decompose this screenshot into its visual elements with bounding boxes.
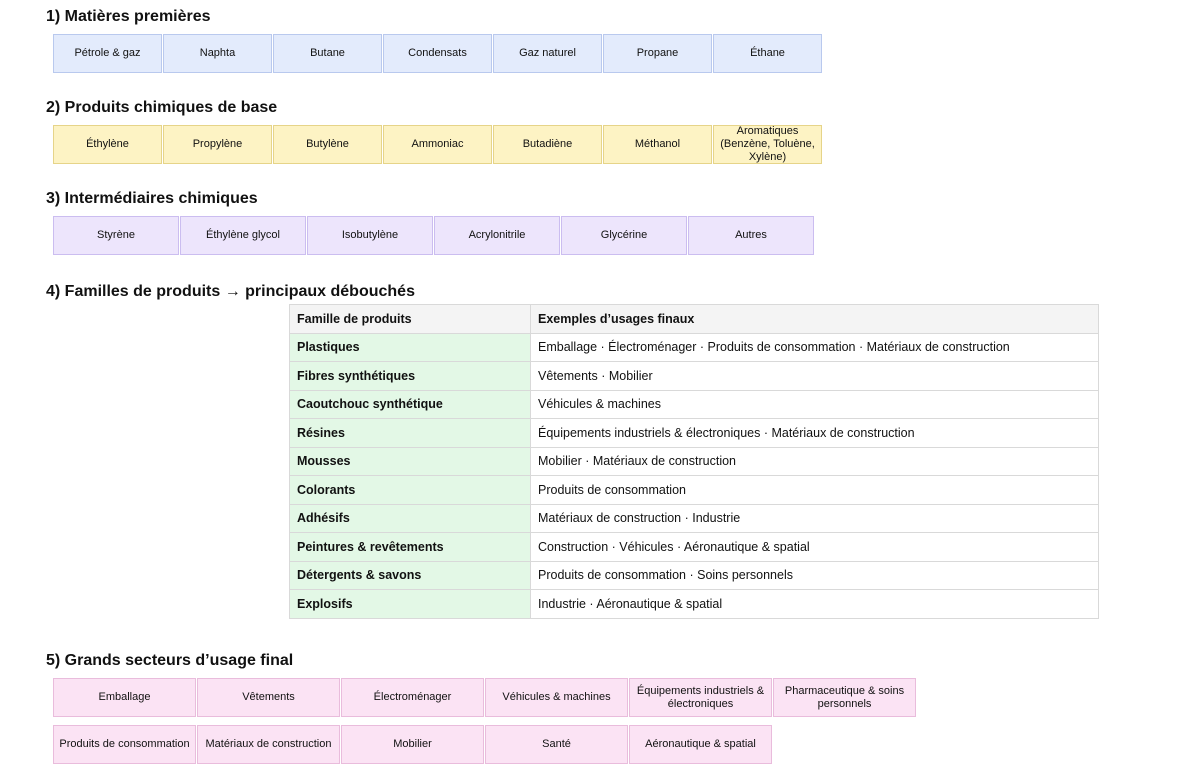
section-title-raw-materials: 1) Matières premières <box>46 8 211 25</box>
sector-box: Matériaux de construction <box>197 725 340 764</box>
section-title-intermediates: 3) Intermédiaires chimiques <box>46 190 258 207</box>
base-chemical-box: Éthylène <box>53 125 162 164</box>
family-cell: Adhésifs <box>290 504 531 533</box>
column-header-family: Famille de produits <box>290 305 531 334</box>
table-row <box>290 362 1099 391</box>
family-cell: Colorants <box>290 476 531 505</box>
sector-box: Équipements industriels & électroniques <box>629 678 772 717</box>
family-cell: Peintures & revêtements <box>290 533 531 562</box>
raw-materials-row <box>53 34 823 73</box>
raw-material-box: Naphta <box>163 34 272 73</box>
uses-cell: Industrie · Aéronautique & spatial <box>531 590 1099 619</box>
sector-box: Pharmaceutique & soins personnels <box>773 678 916 717</box>
table-row <box>290 504 1099 533</box>
family-cell: Mousses <box>290 447 531 476</box>
table-row <box>290 561 1099 590</box>
family-cell: Caoutchouc synthétique <box>290 390 531 419</box>
base-chemical-box: Butadiène <box>493 125 602 164</box>
family-cell: Plastiques <box>290 333 531 362</box>
uses-cell: Emballage · Électroménager · Produits de consommation · Matériaux de construction <box>531 333 1099 362</box>
sector-box: Véhicules & machines <box>485 678 628 717</box>
intermediate-box: Éthylène glycol <box>180 216 306 255</box>
intermediates-row <box>53 216 815 255</box>
sector-box: Vêtements <box>197 678 340 717</box>
sector-box: Électroménager <box>341 678 484 717</box>
end-sectors-row-1 <box>53 678 917 717</box>
section-title-base-chemicals: 2) Produits chimiques de base <box>46 99 278 116</box>
uses-cell: Mobilier · Matériaux de construction <box>531 447 1099 476</box>
sector-box: Produits de consommation <box>53 725 196 764</box>
family-cell: Explosifs <box>290 590 531 619</box>
raw-material-box: Gaz naturel <box>493 34 602 73</box>
end-sectors-row-2 <box>53 725 773 764</box>
family-cell: Fibres synthétiques <box>290 362 531 391</box>
uses-cell: Équipements industriels & électroniques · Matériaux de construction <box>531 419 1099 448</box>
base-chemicals-row <box>53 125 823 164</box>
intermediate-box: Styrène <box>53 216 179 255</box>
sector-box: Mobilier <box>341 725 484 764</box>
raw-material-box: Éthane <box>713 34 822 73</box>
uses-cell: Produits de consommation <box>531 476 1099 505</box>
raw-material-box: Condensats <box>383 34 492 73</box>
section-title-end-sectors: 5) Grands secteurs d’usage final <box>46 652 294 669</box>
table-row <box>290 533 1099 562</box>
table-row <box>290 333 1099 362</box>
raw-material-box: Pétrole & gaz <box>53 34 162 73</box>
table-row <box>290 476 1099 505</box>
raw-material-box: Propane <box>603 34 712 73</box>
sector-box: Emballage <box>53 678 196 717</box>
base-chemical-box: Ammoniac <box>383 125 492 164</box>
base-chemical-box: Aromatiques (Benzène, Toluène, Xylène) <box>713 125 822 164</box>
base-chemical-box: Butylène <box>273 125 382 164</box>
table-row <box>290 590 1099 619</box>
uses-cell: Matériaux de construction · Industrie <box>531 504 1099 533</box>
base-chemical-box: Propylène <box>163 125 272 164</box>
column-header-uses: Exemples d’usages finaux <box>531 305 1099 334</box>
table-row <box>290 447 1099 476</box>
sector-box: Santé <box>485 725 628 764</box>
family-cell: Résines <box>290 419 531 448</box>
uses-cell: Construction · Véhicules · Aéronautique & spatial <box>531 533 1099 562</box>
family-cell: Détergents & savons <box>290 561 531 590</box>
uses-cell: Vêtements · Mobilier <box>531 362 1099 391</box>
intermediate-box: Glycérine <box>561 216 687 255</box>
sector-box: Aéronautique & spatial <box>629 725 772 764</box>
section-title-product-families: 4) Familles de produits → principaux débouchés <box>46 283 415 300</box>
base-chemical-box: Méthanol <box>603 125 712 164</box>
raw-material-box: Butane <box>273 34 382 73</box>
table-row <box>290 419 1099 448</box>
intermediate-box: Isobutylène <box>307 216 433 255</box>
uses-cell: Véhicules & machines <box>531 390 1099 419</box>
product-families-table <box>289 304 1099 619</box>
intermediate-box: Autres <box>688 216 814 255</box>
uses-cell: Produits de consommation · Soins personnels <box>531 561 1099 590</box>
table-row <box>290 390 1099 419</box>
intermediate-box: Acrylonitrile <box>434 216 560 255</box>
table-header-row <box>290 305 1099 334</box>
